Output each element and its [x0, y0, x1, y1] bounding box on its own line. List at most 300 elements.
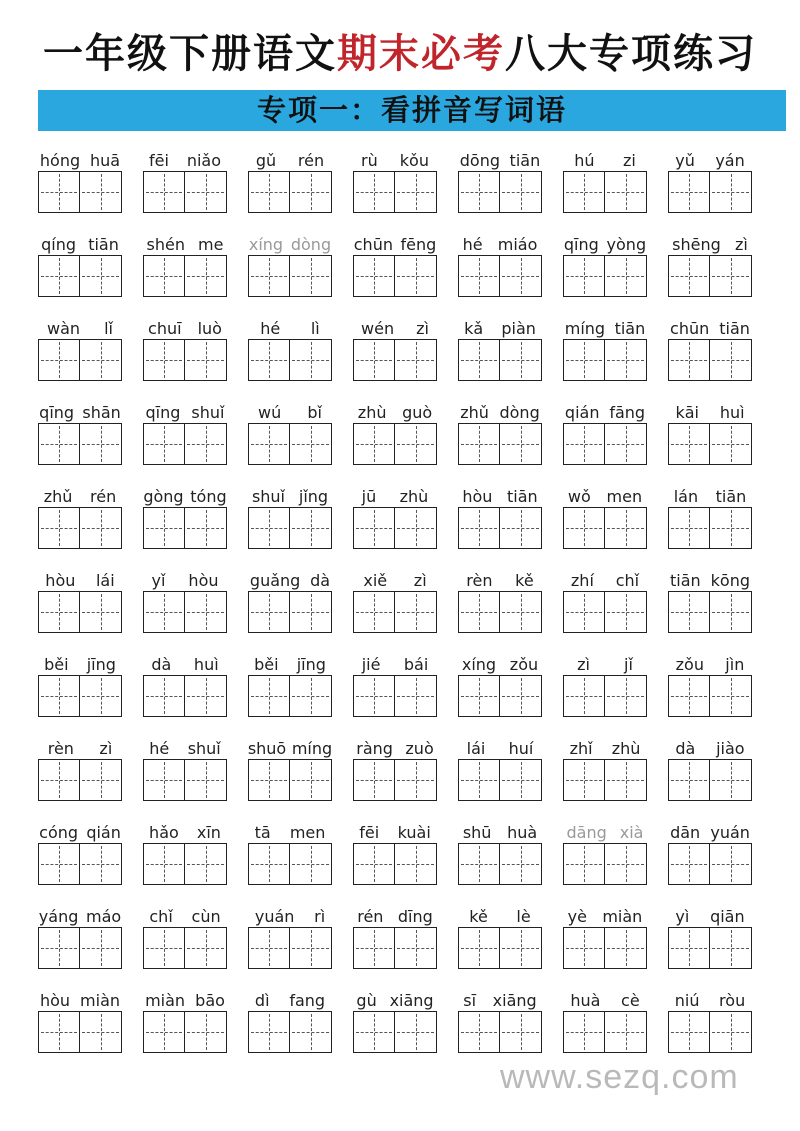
- pinyin-syllable: bǐ: [307, 403, 322, 422]
- tianzige-box[interactable]: [80, 339, 122, 381]
- tianzige-box[interactable]: [458, 927, 500, 969]
- pinyin: [245, 904, 335, 926]
- tianzige-box[interactable]: [248, 759, 290, 801]
- pinyin-syllable: miáo: [497, 235, 538, 254]
- tianzige-box[interactable]: [38, 927, 80, 969]
- tianzige-box[interactable]: [38, 759, 80, 801]
- pinyin-syllable: hé: [149, 739, 170, 758]
- tianzige-box[interactable]: [563, 675, 605, 717]
- pinyin: [245, 400, 335, 422]
- tianzige-box[interactable]: [395, 255, 437, 297]
- pinyin-syllable: míng: [564, 319, 606, 338]
- word-item: [455, 484, 545, 554]
- tianzige-box[interactable]: [500, 759, 542, 801]
- tianzige-box[interactable]: [395, 591, 437, 633]
- tianzige-box[interactable]: [458, 507, 500, 549]
- tianzige-box[interactable]: [458, 675, 500, 717]
- tianzige-box[interactable]: [563, 759, 605, 801]
- word-item: [665, 904, 755, 974]
- tianzige-box[interactable]: [38, 255, 80, 297]
- word-item: [350, 652, 440, 722]
- tianzige-box[interactable]: [353, 507, 395, 549]
- tianzige-box[interactable]: [458, 171, 500, 213]
- tianzige-box[interactable]: [290, 591, 332, 633]
- tianzige-box[interactable]: [710, 759, 752, 801]
- pinyin-syllable: tiān: [719, 319, 750, 338]
- tianzige-box[interactable]: [353, 759, 395, 801]
- tianzige-box[interactable]: [143, 591, 185, 633]
- pinyin: [560, 568, 650, 590]
- tianzige-box[interactable]: [38, 1011, 80, 1053]
- writing-boxes: [563, 591, 647, 633]
- tianzige-box[interactable]: [500, 843, 542, 885]
- tianzige-box[interactable]: [668, 339, 710, 381]
- tianzige-box[interactable]: [143, 843, 185, 885]
- pinyin-syllable: yáng: [38, 907, 79, 926]
- tianzige-box[interactable]: [143, 927, 185, 969]
- page-title: [0, 22, 800, 79]
- pinyin: [350, 484, 440, 506]
- tianzige-box[interactable]: [290, 1011, 332, 1053]
- pinyin-syllable: lái: [466, 739, 486, 758]
- tianzige-box[interactable]: [668, 759, 710, 801]
- pinyin-syllable: jū: [361, 487, 377, 506]
- pinyin-syllable: qiān: [710, 907, 745, 926]
- tianzige-box[interactable]: [668, 843, 710, 885]
- pinyin: [455, 400, 545, 422]
- word-item: [35, 484, 125, 554]
- pinyin-syllable: hòu: [462, 487, 493, 506]
- word-item: [140, 820, 230, 890]
- pinyin-syllable: chuī: [148, 319, 182, 338]
- word-item: [665, 736, 755, 806]
- tianzige-box[interactable]: [500, 255, 542, 297]
- writing-boxes: [248, 927, 332, 969]
- tianzige-box[interactable]: [80, 507, 122, 549]
- tianzige-box[interactable]: [143, 339, 185, 381]
- pinyin-syllable: fāng: [609, 403, 646, 422]
- tianzige-box[interactable]: [80, 759, 122, 801]
- tianzige-box[interactable]: [500, 171, 542, 213]
- tianzige-box[interactable]: [605, 843, 647, 885]
- tianzige-box[interactable]: [605, 255, 647, 297]
- pinyin-syllable: kǎ: [464, 319, 484, 338]
- writing-boxes: [38, 759, 122, 801]
- pinyin: [560, 652, 650, 674]
- writing-boxes: [353, 591, 437, 633]
- word-item: [350, 988, 440, 1058]
- tianzige-box[interactable]: [710, 255, 752, 297]
- tianzige-box[interactable]: [353, 1011, 395, 1053]
- tianzige-box[interactable]: [353, 927, 395, 969]
- tianzige-box[interactable]: [290, 675, 332, 717]
- tianzige-box[interactable]: [668, 1011, 710, 1053]
- writing-boxes: [353, 255, 437, 297]
- tianzige-box[interactable]: [605, 675, 647, 717]
- pinyin-syllable: miàn: [602, 907, 643, 926]
- writing-boxes: [668, 171, 752, 213]
- word-item: [140, 904, 230, 974]
- tianzige-box[interactable]: [80, 171, 122, 213]
- pinyin: [140, 736, 230, 758]
- word-item: [455, 736, 545, 806]
- writing-boxes: [353, 1011, 437, 1053]
- tianzige-box[interactable]: [290, 759, 332, 801]
- pinyin-syllable: qián: [564, 403, 600, 422]
- practice-row: [35, 568, 755, 652]
- word-item: [140, 484, 230, 554]
- writing-boxes: [458, 843, 542, 885]
- word-item: [350, 736, 440, 806]
- tianzige-box[interactable]: [668, 675, 710, 717]
- pinyin-syllable: jié: [361, 655, 381, 674]
- tianzige-box[interactable]: [143, 255, 185, 297]
- tianzige-box[interactable]: [710, 423, 752, 465]
- pinyin: [560, 484, 650, 506]
- pinyin-syllable: qīng: [39, 403, 75, 422]
- word-item: [350, 232, 440, 302]
- tianzige-box[interactable]: [395, 759, 437, 801]
- tianzige-box[interactable]: [458, 1011, 500, 1053]
- tianzige-box[interactable]: [563, 591, 605, 633]
- title-part-1: 一年级下册语文: [43, 31, 337, 77]
- tianzige-box[interactable]: [80, 591, 122, 633]
- tianzige-box[interactable]: [605, 927, 647, 969]
- tianzige-box[interactable]: [668, 507, 710, 549]
- tianzige-box[interactable]: [290, 843, 332, 885]
- pinyin-syllable: lì: [310, 319, 320, 338]
- pinyin-syllable: kōng: [710, 571, 750, 590]
- pinyin-syllable: xiāng: [389, 991, 434, 1010]
- tianzige-box[interactable]: [185, 591, 227, 633]
- tianzige-box[interactable]: [80, 1011, 122, 1053]
- practice-row: [35, 484, 755, 568]
- tianzige-box[interactable]: [458, 759, 500, 801]
- word-item: [245, 148, 335, 218]
- tianzige-box[interactable]: [290, 927, 332, 969]
- tianzige-box[interactable]: [80, 255, 122, 297]
- tianzige-box[interactable]: [353, 843, 395, 885]
- writing-boxes: [248, 591, 332, 633]
- tianzige-box[interactable]: [185, 507, 227, 549]
- tianzige-box[interactable]: [500, 1011, 542, 1053]
- pinyin-syllable: bāo: [195, 991, 225, 1010]
- tianzige-box[interactable]: [353, 339, 395, 381]
- word-item: [35, 820, 125, 890]
- tianzige-box[interactable]: [185, 1011, 227, 1053]
- tianzige-box[interactable]: [185, 843, 227, 885]
- tianzige-box[interactable]: [458, 423, 500, 465]
- tianzige-box[interactable]: [290, 423, 332, 465]
- tianzige-box[interactable]: [395, 1011, 437, 1053]
- tianzige-box[interactable]: [458, 843, 500, 885]
- tianzige-box[interactable]: [290, 255, 332, 297]
- writing-boxes: [668, 1011, 752, 1053]
- tianzige-box[interactable]: [185, 339, 227, 381]
- tianzige-box[interactable]: [185, 675, 227, 717]
- tianzige-box[interactable]: [563, 927, 605, 969]
- pinyin: [455, 568, 545, 590]
- tianzige-box[interactable]: [458, 255, 500, 297]
- tianzige-box[interactable]: [248, 255, 290, 297]
- tianzige-box[interactable]: [248, 507, 290, 549]
- pinyin-syllable: zhù: [399, 487, 429, 506]
- pinyin-syllable: hóng: [39, 151, 81, 170]
- writing-boxes: [143, 339, 227, 381]
- tianzige-box[interactable]: [38, 423, 80, 465]
- tianzige-box[interactable]: [248, 171, 290, 213]
- pinyin-syllable: dòng: [499, 403, 540, 422]
- tianzige-box[interactable]: [248, 1011, 290, 1053]
- tianzige-box[interactable]: [500, 591, 542, 633]
- pinyin-syllable: zi: [622, 151, 636, 170]
- pinyin: [245, 484, 335, 506]
- tianzige-box[interactable]: [500, 339, 542, 381]
- tianzige-box[interactable]: [185, 171, 227, 213]
- tianzige-box[interactable]: [353, 423, 395, 465]
- tianzige-box[interactable]: [395, 423, 437, 465]
- tianzige-box[interactable]: [605, 1011, 647, 1053]
- pinyin-syllable: ròu: [719, 991, 746, 1010]
- pinyin: [350, 148, 440, 170]
- pinyin-syllable: zì: [577, 655, 590, 674]
- tianzige-box[interactable]: [185, 423, 227, 465]
- pinyin-syllable: kě: [469, 907, 488, 926]
- word-item: [560, 568, 650, 638]
- tianzige-box[interactable]: [710, 591, 752, 633]
- pinyin-syllable: rén: [90, 487, 117, 506]
- tianzige-box[interactable]: [395, 843, 437, 885]
- tianzige-box[interactable]: [80, 423, 122, 465]
- word-item: [560, 148, 650, 218]
- writing-boxes: [458, 423, 542, 465]
- tianzige-box[interactable]: [668, 927, 710, 969]
- pinyin: [35, 736, 125, 758]
- tianzige-box[interactable]: [80, 843, 122, 885]
- pinyin-syllable: kǒu: [399, 151, 429, 170]
- pinyin-syllable: shuǐ: [251, 487, 285, 506]
- tianzige-box[interactable]: [353, 255, 395, 297]
- tianzige-box[interactable]: [563, 507, 605, 549]
- writing-boxes: [458, 591, 542, 633]
- tianzige-box[interactable]: [458, 339, 500, 381]
- tianzige-box[interactable]: [710, 339, 752, 381]
- pinyin: [245, 148, 335, 170]
- word-item: [140, 736, 230, 806]
- pinyin: [35, 652, 125, 674]
- tianzige-box[interactable]: [143, 675, 185, 717]
- tianzige-box[interactable]: [38, 507, 80, 549]
- tianzige-box[interactable]: [605, 423, 647, 465]
- tianzige-box[interactable]: [290, 507, 332, 549]
- tianzige-box[interactable]: [248, 843, 290, 885]
- tianzige-box[interactable]: [248, 339, 290, 381]
- pinyin: [455, 736, 545, 758]
- tianzige-box[interactable]: [38, 675, 80, 717]
- tianzige-box[interactable]: [563, 423, 605, 465]
- pinyin-syllable: hòu: [39, 991, 71, 1010]
- tianzige-box[interactable]: [668, 423, 710, 465]
- tianzige-box[interactable]: [143, 171, 185, 213]
- pinyin: [665, 148, 755, 170]
- tianzige-box[interactable]: [563, 843, 605, 885]
- pinyin-syllable: lǐ: [104, 319, 113, 338]
- pinyin-syllable: dān: [670, 823, 701, 842]
- word-item: [350, 148, 440, 218]
- writing-boxes: [143, 759, 227, 801]
- tianzige-box[interactable]: [143, 759, 185, 801]
- pinyin-syllable: chūn: [670, 319, 710, 338]
- pinyin-syllable: tiān: [614, 319, 646, 338]
- tianzige-box[interactable]: [80, 675, 122, 717]
- tianzige-box[interactable]: [605, 591, 647, 633]
- pinyin-syllable: zhǐ: [569, 739, 593, 758]
- tianzige-box[interactable]: [668, 591, 710, 633]
- writing-boxes: [458, 1011, 542, 1053]
- tianzige-box[interactable]: [563, 1011, 605, 1053]
- pinyin: [455, 232, 545, 254]
- pinyin-syllable: tiān: [507, 487, 538, 506]
- tianzige-box[interactable]: [563, 255, 605, 297]
- word-item: [245, 232, 335, 302]
- writing-boxes: [38, 675, 122, 717]
- tianzige-box[interactable]: [353, 171, 395, 213]
- tianzige-box[interactable]: [710, 1011, 752, 1053]
- pinyin-syllable: wén: [361, 319, 395, 338]
- tianzige-box[interactable]: [395, 675, 437, 717]
- pinyin-syllable: tiān: [669, 571, 701, 590]
- pinyin: [560, 904, 650, 926]
- pinyin: [245, 316, 335, 338]
- word-item: [455, 148, 545, 218]
- tianzige-box[interactable]: [500, 927, 542, 969]
- pinyin-syllable: máo: [85, 907, 122, 926]
- tianzige-box[interactable]: [143, 507, 185, 549]
- writing-boxes: [38, 423, 122, 465]
- practice-row: [35, 652, 755, 736]
- tianzige-box[interactable]: [143, 423, 185, 465]
- pinyin: [35, 148, 125, 170]
- practice-row: [35, 736, 755, 820]
- pinyin-syllable: qíng: [41, 235, 76, 254]
- tianzige-box[interactable]: [395, 507, 437, 549]
- writing-boxes: [143, 843, 227, 885]
- writing-boxes: [668, 843, 752, 885]
- tianzige-box[interactable]: [605, 171, 647, 213]
- tianzige-box[interactable]: [710, 507, 752, 549]
- writing-boxes: [353, 339, 437, 381]
- tianzige-box[interactable]: [248, 591, 290, 633]
- tianzige-box[interactable]: [500, 507, 542, 549]
- tianzige-box[interactable]: [38, 339, 80, 381]
- tianzige-box[interactable]: [38, 591, 80, 633]
- word-item: [665, 568, 755, 638]
- word-item: [245, 484, 335, 554]
- word-item: [140, 148, 230, 218]
- writing-boxes: [563, 1011, 647, 1053]
- pinyin: [560, 736, 650, 758]
- tianzige-box[interactable]: [38, 843, 80, 885]
- tianzige-box[interactable]: [353, 675, 395, 717]
- tianzige-box[interactable]: [605, 507, 647, 549]
- tianzige-box[interactable]: [248, 423, 290, 465]
- tianzige-box[interactable]: [605, 759, 647, 801]
- tianzige-box[interactable]: [710, 675, 752, 717]
- pinyin-syllable: rèn: [466, 571, 493, 590]
- pinyin: [455, 148, 545, 170]
- tianzige-box[interactable]: [395, 927, 437, 969]
- tianzige-box[interactable]: [668, 255, 710, 297]
- pinyin-syllable: hǎo: [149, 823, 179, 842]
- title-part-2: 八大专项练习: [505, 31, 757, 77]
- tianzige-box[interactable]: [395, 339, 437, 381]
- tianzige-box[interactable]: [395, 171, 437, 213]
- word-item: [560, 736, 650, 806]
- pinyin-syllable: hòu: [188, 571, 219, 590]
- tianzige-box[interactable]: [458, 591, 500, 633]
- tianzige-box[interactable]: [563, 339, 605, 381]
- pinyin-syllable: rì: [314, 907, 326, 926]
- tianzige-box[interactable]: [500, 423, 542, 465]
- pinyin-syllable: jiào: [716, 739, 745, 758]
- pinyin: [455, 820, 545, 842]
- tianzige-box[interactable]: [38, 171, 80, 213]
- practice-row: [35, 400, 755, 484]
- pinyin: [560, 988, 650, 1010]
- pinyin-syllable: dīng: [397, 907, 433, 926]
- tianzige-box[interactable]: [710, 843, 752, 885]
- writing-boxes: [353, 171, 437, 213]
- writing-boxes: [668, 759, 752, 801]
- tianzige-box[interactable]: [248, 927, 290, 969]
- pinyin-syllable: hú: [574, 151, 595, 170]
- pinyin-syllable: gǔ: [255, 151, 277, 170]
- tianzige-box[interactable]: [500, 675, 542, 717]
- pinyin-syllable: shēng: [672, 235, 721, 254]
- tianzige-box[interactable]: [80, 927, 122, 969]
- tianzige-box[interactable]: [290, 171, 332, 213]
- tianzige-box[interactable]: [605, 339, 647, 381]
- writing-boxes: [353, 843, 437, 885]
- tianzige-box[interactable]: [353, 591, 395, 633]
- pinyin: [455, 988, 545, 1010]
- pinyin-syllable: yuán: [710, 823, 750, 842]
- tianzige-box[interactable]: [185, 927, 227, 969]
- pinyin-syllable: dòng: [290, 235, 332, 254]
- tianzige-box[interactable]: [185, 759, 227, 801]
- word-item: [560, 820, 650, 890]
- pinyin-syllable: shuǐ: [187, 739, 221, 758]
- word-item: [455, 400, 545, 470]
- pinyin: [665, 652, 755, 674]
- tianzige-box[interactable]: [143, 1011, 185, 1053]
- word-item: [245, 988, 335, 1058]
- tianzige-box[interactable]: [563, 171, 605, 213]
- tianzige-box[interactable]: [710, 927, 752, 969]
- pinyin: [665, 232, 755, 254]
- tianzige-box[interactable]: [248, 675, 290, 717]
- pinyin: [140, 484, 230, 506]
- tianzige-box[interactable]: [668, 171, 710, 213]
- tianzige-box[interactable]: [185, 255, 227, 297]
- pinyin-syllable: shū: [462, 823, 492, 842]
- word-item: [455, 232, 545, 302]
- pinyin-syllable: lán: [673, 487, 699, 506]
- tianzige-box[interactable]: [290, 339, 332, 381]
- tianzige-box[interactable]: [710, 171, 752, 213]
- word-item: [350, 568, 440, 638]
- practice-row: [35, 316, 755, 400]
